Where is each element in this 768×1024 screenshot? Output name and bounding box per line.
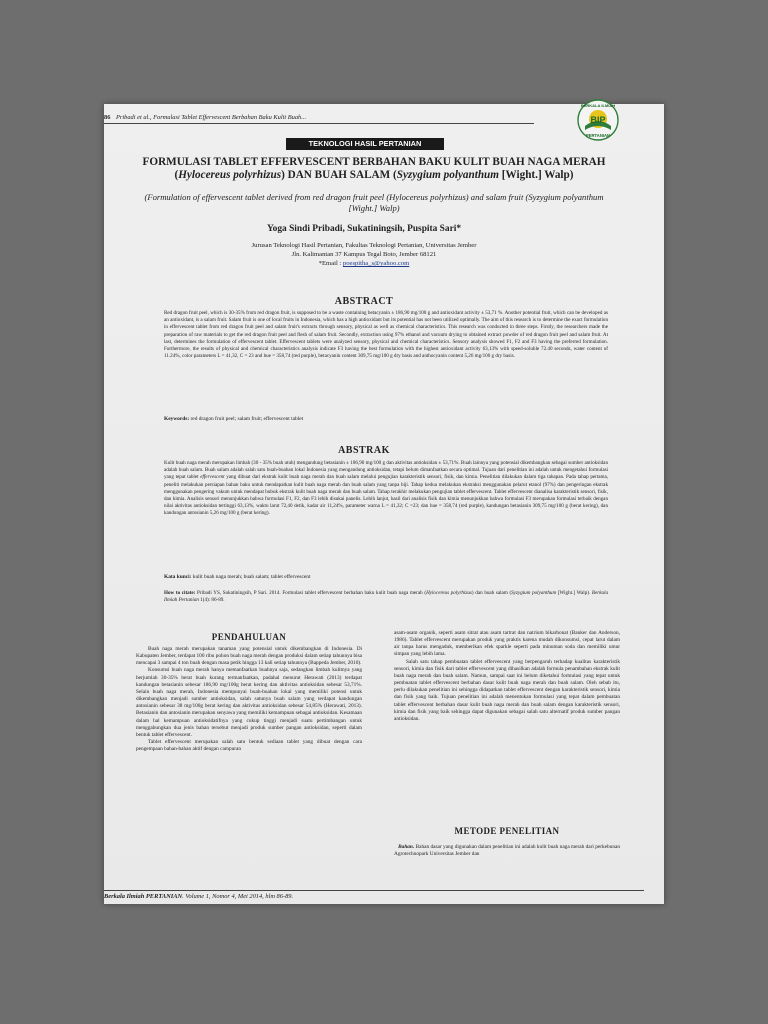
paragraph: Salah satu tahap pembuatan tablet effervescent yang berpengaruh terhadap kualitas karakteristik sensori, kimia dan fisik dari tablet effervescent yang dihasilkan adalah formula penambahan ekstrak kulit buah naga merah dan buah salam. Namun, sampai saat ini belum diketahui formulasi yang tepat untuk pembuatan tablet effervescent berbahan dasar kulit buah naga merah dan buah salam. Oleh sebab itu, perlu dilakukan penelitian ini sehingga didapatkan tablet effervescent dengan karakteristik sensori, kimia dan fisik yang baik. Tujuan penelitian ini adalah menentukan formulasi yang tepat dalam pembuatan tablet effervescent berbahan dasar kulit buah naga merah dan buah salam dengan karakteristik sensori, kimia dan fisik yang baik sehingga dapat digunakan sebagai salah satu alternatif produk sumber pangan antioksidan.: [394, 658, 620, 722]
affiliation: [104, 241, 624, 268]
paragraph: asam-asam organik, seperti asam sitrat atau asam tartrat dan natrium bikarbonat (Banker dan Anderson, 1986). Tablet effervescent merupakan produk yang praktis karena mudah dikonsumsi, cepat larut dalam air tanpa harus mengaduk, memberikan efek sparkle seperti pada minuman soda dan memiliki umur simpan yang lebih lama.: [394, 630, 620, 658]
header-rule: [104, 123, 534, 124]
pendahuluan-heading: PENDAHULUAN: [211, 632, 287, 642]
footer-rule: [104, 890, 644, 891]
keywords: Keywords: red dragon fruit peel; salam fruit; effervescent tablet: [164, 416, 304, 422]
abstrak-text: Kulit buah naga merah merupakan limbah (30 - 35% buah utuh) mengandung betasianin ± 186,90 mg/100 g dan aktivitas antioksidan ± 53,71%. Buah lainnya yang potensial dikembangkan sebagai sumber antioksidan adalah buah salam. Buah salam adalah salah satu buah-buahan lokal Indonesia yang mengandung antioksidan, tetapi belum dimanfaatkan secara optimal. Tujuan dari penelitian ini adalah untuk mengetahui formulasi yang tepat tablet effervescent yang dibuat dari ekstrak kulit buah naga merah dan buah salam melalui pengujian karakteristik sensori, fisik, dan kimia. Penelitian dilakukan dalam tiga tahapan. Pada tahap pertama, peneliti melakukan persiapan bahan baku untuk mendapatkan kulit buah naga merah dan buah salam yang tanpa biji. Tahap kedua melakukan ekstraksi menggunakan pelarut etanol (97%) dan pengeringan ekstrak menggunakan pengering vakum untuk mendapat bubuk ekstrak kulit buah naga merah dan buah salam. Tahap terakhir melakukan pengujian tablet effervescent. Tablet effervescent dianalisa karakteristik sensori, fisik, dan kimia. Analisis sensori menunjukkan bahwa formulasi F1, F2, dan F3 lebih disukai panelis. Lebih lanjut, hasil dari analisis fisik dan kimia menunjukkan bahwa formulasi F3 merupakan formulasi terbaik dengan nilai aktivitas antioksidan tertinggi 63,13%, waktu larut 72,40 detik, kadar air 11,24%, parameter warna L = 41,32; C =23; dan hue = 358,74 (red purple), kandungan betasianin 309,75 mg/100 g (berat kering), dan kandungan antosianin 5,26 mg/100 g (berat kering).: [164, 460, 609, 517]
logo-text-bottom: PERTANIAN: [585, 133, 611, 138]
page-footer: Berkala Ilmiah PERTANIAN. Volume 1, Nomor 4, Mei 2014, hlm 86-89.: [104, 893, 294, 900]
running-header: [104, 114, 524, 121]
kata-kunci: Kata kunci: kulit buah naga merah; buah salam; tablet effervescent: [164, 574, 311, 580]
paper-subtitle: (Formulation of effervescent tablet derived from red dragon fruit peel (Hylocereus polyrhizus) and salam fruit (Syzygium polyanthum [Wight.] Walp): [144, 192, 604, 213]
running-title: Pribadi et al., Formulasi Tablet Effervescent Berbahan Baku Kulit Buah...: [116, 114, 307, 121]
paragraph: Tablet effervescent merupakan salah satu bentuk sediaan tablet yang dibuat dengan cara pengempaan bahan-bahan aktif dengan campuran: [136, 739, 362, 753]
email-link[interactable]: poespitha_s@yahoo.com: [342, 260, 410, 267]
abstract-heading: ABSTRACT: [334, 296, 394, 307]
logo-text-top: BERKALA ILMIAH: [580, 103, 616, 108]
abstrak-heading: ABSTRAK: [338, 445, 390, 456]
page-number: 86: [104, 114, 111, 121]
title-line-2: (Hylocereus polyrhizus) DAN BUAH SALAM (Syzygium polyanthum [Wight.] Walp): [174, 169, 574, 181]
abstract-text: Red dragon fruit peel, which is 30-35% from red dragon fruit, is supposed to be a waste containing betacyanin ± 186,90 mg/100 g and antioxidant activity ± 53,71 %. Another potential fruit, which can be developed as an antioxidant, is a salam fruit. Salam fruit is one of local fruits in Indonesia, which has a high antioxidant but its potential has not been utilized optimally. The aim of this research is to determine the exact formulation in effervescent tablet from red dragon fruit peel and salam fruit's extracts through sensory, physical as well as chemical characteristics. This research was conducted in three steps. Firstly, the researchers made the preparation of raw materials to get the red dragon fruit peel and flesh of salam fruit. Secondly, extraction using 97% ethanol and vacuum drying to obtained extract powder of red dragon fruit peel and salam fruit. At last, determines the formulation of effervescent tablet. Effervescent tablets were analyzed sensory, physical and chemical characteristics. Sensory analysis showed F1, F2 and F3 having the preferred formulation. Furthermore, the results of physical and chemical characteristics analysis indicate F3 having the best formulation with the highest antioxidant activity 63,13% with speed-soluble 72.40 seconds, water content of 11.24%, color parameters L = 41,32, C = 23 and hue = 358,74 (red purple), betacyanin content 309,75 mg/100 g dry basis and anthocyanin content 5,26 mg/100 g dry basis.: [164, 310, 608, 360]
paragraph: Buah naga merah merupakan tanaman yang potensial untuk dikembangkan di Indonesia. Di Kabupaten Jember, terdapat 100 ribu pohon buah naga merah dengan produksi dalam setiap tahunnya bisa mencapai 3 sampai 4 ton buah dengan masa petik hingga 13 kali setiap tahunnya (Bappeda Jember, 2010).: [136, 646, 362, 667]
journal-page: [104, 104, 664, 904]
body-column-right: [394, 630, 620, 723]
logo-text-center: BIP: [590, 115, 606, 125]
paragraph: Konsumsi buah naga merah hanya memanfaatkan buahnya saja, sedangkan limbah kulitnya yang berjumlah 30-35% berat buah kurang termanfaatkan, padahal menurut Herawati (2013) terdapat kandungan betasianin sebesar 186,90 mg/100g berat kering dan aktivitas antioksidan sebesar 53,71%. Selain buah naga merah, Indonesia mempunyai buah-buahan lokal yang memiliki potensi untuk dikembangkan menjadi sumber antioksidan, salah satunya buah salam yang terdapat kandungan antosianin sebesar 38 mg/100g berat kering dan aktivitas antioksidan sebesar 54,85% (Herawati, 2013). Betasianin dan antosianin merupakan senyawa yang memiliki kemampuan sebagai antioksidan. Kesamaan dalam hal kemampuan antioksidatifnya yang cukup tinggi menjadi suatu pertimbangan untuk menggabungkan dua jenis bahan tersebut menjadi produk sumber pangan antioksidan, seperti dalam bentuk tablet effervescent.: [136, 667, 362, 738]
authors: Yoga Sindi Pribadi, Sukatiningsih, Puspita Sari*: [266, 224, 462, 234]
title-line-1: FORMULASI TABLET EFFERVESCENT BERBAHAN BAKU KULIT BUAH NAGA MERAH: [142, 156, 606, 168]
journal-logo: [576, 98, 620, 142]
metode-text: Bahan. Bahan dasar yang digunakan dalam penelitian ini adalah kulit buah naga merah dari perkebunan Agrotechnopark Universitas Jember dan: [394, 844, 620, 858]
affiliation-email-line: *Email : poespitha_s@yahoo.com: [318, 260, 410, 267]
body-column-left: [136, 646, 362, 753]
affiliation-line-2: Jln. Kalimantan 37 Kampus Tegal Boto, Jember 68121: [291, 251, 437, 258]
metode-heading: METODE PENELITIAN: [454, 826, 560, 836]
citation: How to citate: Pribadi YS, Sukatiningsih, P Sari. 2014. Formulasi tablet effervescent berbahan baku kulit buah naga merah (Hylocereus polyrhizus) dan buah salam (Syzygium polyanthum [Wight.] Walp). Berkala Ilmiah Pertanian 1(4): 86-89.: [164, 590, 609, 604]
affiliation-line-1: Jurusan Teknologi Hasil Pertanian, Fakultas Teknologi Pertanian, Universitas Jember: [251, 242, 477, 249]
section-badge: TEKNOLOGI HASIL PERTANIAN: [286, 138, 444, 150]
paper-title: [114, 156, 634, 182]
